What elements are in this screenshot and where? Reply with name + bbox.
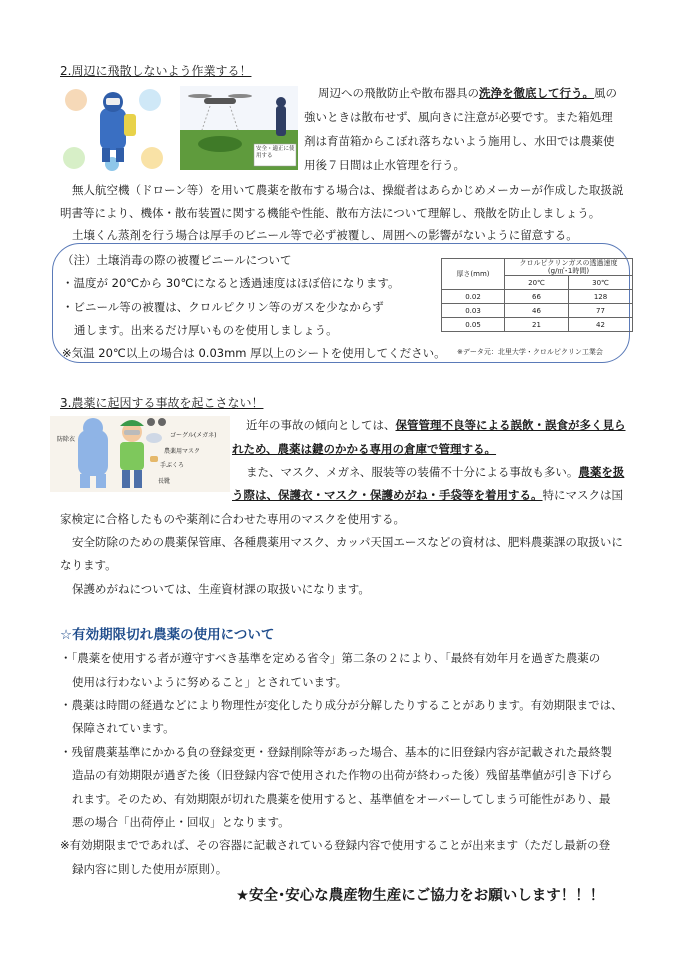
expired-b3-line2: 造品の有効期限が過ぎた後（旧登録内容で使用された作物の出荷が終わった後）残留基準値が引き下げら: [72, 768, 613, 782]
s3-p2-line2: なります。: [60, 558, 117, 572]
expired-b1-line2: 使用は行わないように努めること」とされています。: [72, 675, 348, 689]
s2-p2-line2: 明書等により、機体・散布装置に関する機能や性能、散布方法について理解し、飛散を防止しましょう。: [60, 206, 601, 220]
table-row: 0.02 66 128: [442, 290, 633, 304]
table-source: ※データ元：北里大学・クロルピクリン工業会: [457, 348, 603, 356]
s2-p2-line1: 無人航空機（ドローン等）を用いて農薬を散布する場合は、操縦者はあらかじめメーカーが作成した取扱説: [72, 183, 624, 197]
s3-p1-line3: また、マスク、メガネ、服装等の装備不十分による事故も多い。農薬を扱: [246, 465, 625, 479]
label-mask: 農薬用マスク: [164, 448, 201, 455]
table-row: 0.05 21 42: [442, 318, 633, 332]
expired-b3-line3: れます。そのため、有効期限が切れた農薬を使用すると、基準値をオーバーしてしまう可能性があり、最: [72, 792, 611, 806]
s3-p1-line5: 家検定に合格したものや薬剤に合わせた専用のマスクを使用する。: [60, 512, 405, 526]
label-gloves: 手ぶくろ: [160, 462, 185, 469]
s2-p1-line3: 剤は育苗箱からこぼれ落ちないよう施用し、水田では農薬使: [304, 134, 615, 148]
s2-p1-line1: 周辺への飛散防止や散布器具の洗浄を徹底して行う。風の: [318, 86, 617, 100]
spray-worker-illustration: [62, 86, 166, 172]
protective-gear-illustration: [50, 416, 230, 492]
s3-p1-line1: 近年の事故の傾向としては、保管管理不良等による誤飲・誤食が多く見ら: [246, 418, 626, 432]
table-row: 0.03 46 77: [442, 304, 633, 318]
expired-b2-line1: ・農薬は時間の経過などにより物理性が変化したり成分が分解したりすることがあります。有効期限までは、: [60, 698, 623, 712]
table-header-30c: 30℃: [569, 276, 633, 290]
s3-p3: 保護めがねについては、生産資材課の取扱いになります。: [72, 582, 370, 596]
note-bullet-3: ※気温 20℃以上の場合は 0.03mm 厚以上のシートを使用してください。: [62, 346, 446, 360]
label-boots: 長靴: [158, 478, 171, 485]
s3-p1-line2: れため、農薬は鍵のかかる専用の倉庫で管理する。: [232, 442, 497, 456]
table-header-thickness: 厚さ(mm): [442, 259, 505, 290]
permeation-table: [441, 258, 633, 332]
footer-message: ★安全･安心な農産物生産にご協力をお願いします！！！: [236, 888, 605, 904]
expired-heading: ☆有効期限切れ農薬の使用について: [60, 627, 275, 643]
expired-b3-line1: ・残留農薬基準にかかる負の登録変更・登録削除等があった場合、基本的に旧登録内容が記載された最終製: [60, 745, 612, 759]
s2-p1-line4: 用後７日間は止水管理を行う。: [304, 158, 465, 172]
expired-b4-line1: ※有効期限までであれば、その容器に記載されている登録内容で使用することが出来ます（ただし最新の登: [60, 838, 611, 852]
section2-heading: 2.周辺に飛散しないよう作業する！: [60, 64, 252, 78]
expired-b4-line2: 録内容に則した使用が原則）。: [72, 862, 228, 876]
note-bullet-1: ・温度が 20℃から 30℃になると透過速度はほぼ倍になります。: [62, 276, 400, 290]
drone-caption: 安全・適正に使用する: [256, 146, 295, 159]
table-header-20c: 20℃: [505, 276, 569, 290]
s2-p3: 土壌くん蒸剤を行う場合は厚手のビニール等で必ず被覆し、周囲への影響がないように留意する。: [72, 228, 578, 242]
section3-heading: 3.農薬に起因する事故を起こさない！: [60, 396, 264, 410]
expired-b3-line4: 悪の場合「出荷停止・回収」となります。: [72, 815, 290, 829]
note-bullet-2b: 通します。出来るだけ厚いものを使用しましょう。: [74, 323, 338, 337]
s3-p1-line4: う際は、保護衣・マスク・保護めがね・手袋等を着用する。特にマスクは国: [232, 488, 623, 502]
expired-b1-line1: ・「農薬を使用する者が遵守すべき基準を定める省令」第二条の２により、「最終有効年月を過ぎた農薬の: [60, 651, 601, 665]
label-protective-clothes: 防除衣: [57, 436, 76, 443]
note-title: （注）土壌消毒の際の被覆ビニールについて: [62, 253, 292, 267]
s3-p2-line1: 安全防除のための農薬保管庫、各種農薬用マスク、カッパ天国エースなどの資材は、肥料農薬課の取扱いに: [72, 535, 623, 549]
table-header-rate: クロルピクリンガスの透過速度 (g/㎡･1時間): [505, 259, 633, 276]
expired-b2-line2: 保障されています。: [72, 721, 175, 735]
label-goggles: ゴーグル(メガネ): [170, 432, 217, 439]
note-bullet-2a: ・ビニール等の被覆は、クロルピクリン等のガスを少なからず: [62, 300, 384, 314]
s2-p1-line2: 強いときは散布せず、風向きに注意が必要です。また箱処理: [304, 110, 613, 124]
